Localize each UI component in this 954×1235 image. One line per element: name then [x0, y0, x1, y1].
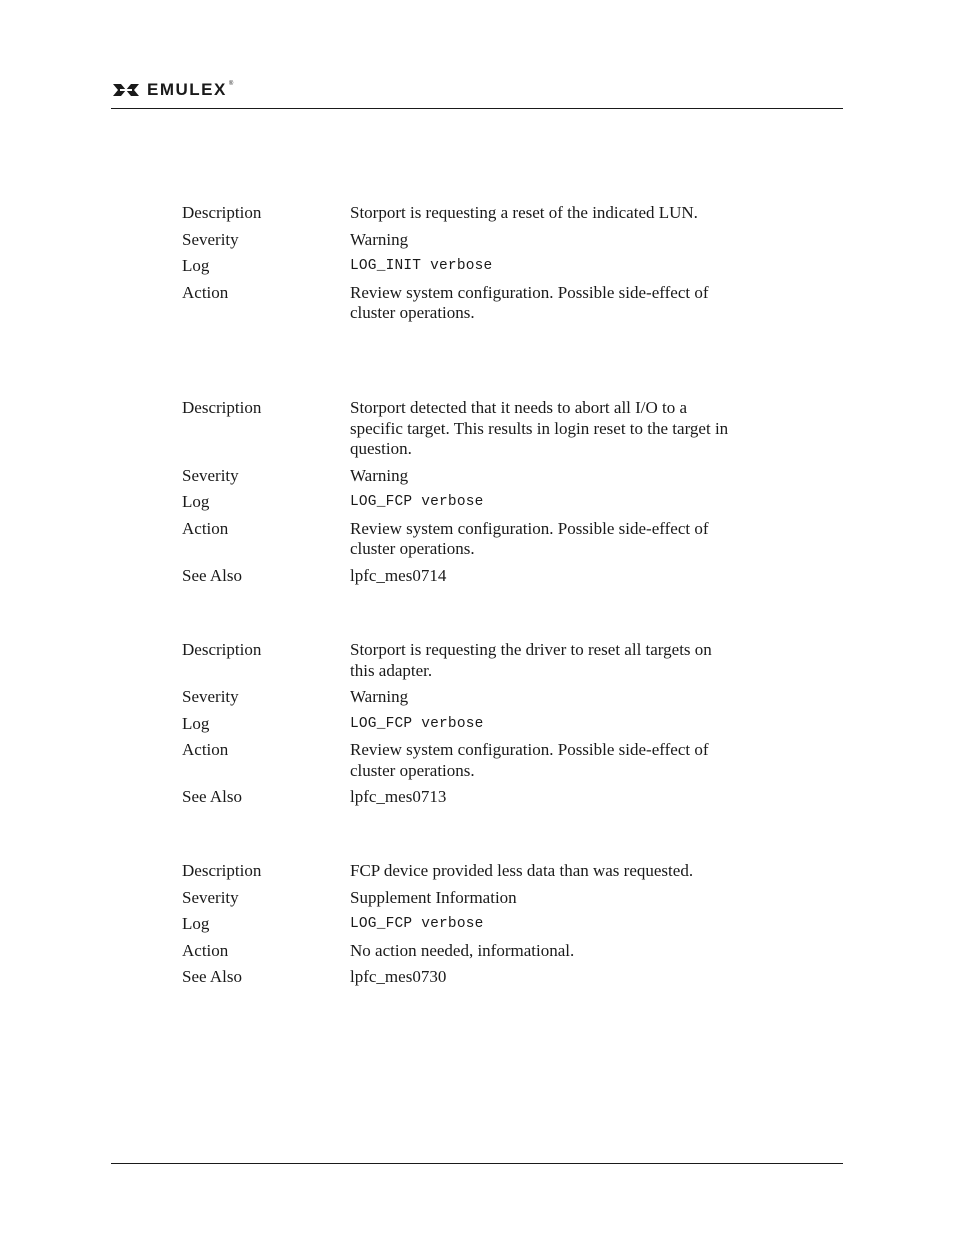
- message-block: [182, 861, 742, 988]
- page-header: [111, 80, 237, 100]
- message-block: [182, 203, 742, 324]
- row-label: See Also: [182, 565, 242, 585]
- row-value: Review system configuration. Possible side-effect of cluster operations.: [350, 518, 709, 558]
- row-label: Log: [182, 713, 210, 733]
- trademark-symbol: ®: [228, 81, 234, 87]
- action-row: [182, 283, 742, 324]
- see-also-row: [182, 967, 742, 988]
- row-label: Log: [182, 492, 210, 511]
- brand-name: EMULEX: [147, 80, 227, 99]
- severity-row: [182, 687, 742, 708]
- log-row: [182, 714, 742, 735]
- row-value: lpfc_mes0713: [350, 787, 447, 806]
- log-row: [182, 256, 742, 277]
- row-label: Description: [182, 861, 262, 880]
- row-label: Action: [182, 740, 229, 759]
- row-label: Description: [182, 640, 262, 659]
- description-row: [182, 203, 742, 224]
- row-value: lpfc_mes0730: [350, 967, 447, 986]
- row-label: Severity: [182, 229, 239, 249]
- row-value: LOG_FCP verbose: [350, 494, 484, 510]
- row-label: Log: [182, 256, 210, 275]
- row-label: Log: [182, 914, 210, 933]
- description-row: [182, 640, 742, 681]
- row-label: Severity: [182, 465, 239, 485]
- row-value: Supplement Information: [350, 887, 517, 907]
- row-value: Storport detected that it needs to abort all I/O to a specific target. This results in login reset to the target in question.: [350, 398, 729, 458]
- severity-row: [182, 230, 742, 251]
- row-value: LOG_INIT verbose: [350, 258, 493, 274]
- row-label: See Also: [182, 787, 242, 806]
- row-value: Storport is requesting a reset of the indicated LUN.: [350, 203, 698, 222]
- row-value: Warning: [350, 465, 409, 485]
- message-block: [182, 640, 742, 808]
- row-label: Description: [182, 398, 262, 417]
- row-label: See Also: [182, 967, 242, 986]
- severity-row: [182, 888, 742, 909]
- row-label: Action: [182, 282, 229, 302]
- row-value: FCP device provided less data than was requested.: [350, 861, 694, 880]
- description-row: [182, 861, 742, 882]
- log-row: [182, 492, 742, 513]
- row-label: Description: [182, 203, 262, 222]
- severity-row: [182, 466, 742, 487]
- row-value: LOG_FCP verbose: [350, 715, 484, 732]
- action-row: [182, 941, 742, 962]
- description-row: [182, 398, 742, 460]
- action-row: [182, 519, 742, 560]
- log-row: [182, 914, 742, 935]
- action-row: [182, 740, 742, 781]
- emulex-logo-icon: [111, 82, 141, 98]
- see-also-row: [182, 566, 742, 587]
- see-also-row: [182, 787, 742, 808]
- row-value: lpfc_mes0714: [350, 565, 447, 585]
- row-value: No action needed, informational.: [350, 940, 575, 960]
- row-value: Warning: [350, 687, 409, 706]
- header-rule: [111, 108, 843, 109]
- row-label: Action: [182, 940, 229, 960]
- row-value: Storport is requesting the driver to reset all targets on this adapter.: [350, 640, 712, 680]
- message-block: [182, 398, 742, 586]
- row-value: Warning: [350, 229, 409, 249]
- row-label: Severity: [182, 687, 239, 706]
- row-value: Review system configuration. Possible side-effect of cluster operations.: [350, 740, 709, 780]
- row-value: Review system configuration. Possible side-effect of cluster operations.: [350, 282, 709, 322]
- footer-rule: [111, 1163, 843, 1164]
- row-label: Action: [182, 518, 229, 538]
- row-label: Severity: [182, 887, 239, 907]
- row-value: LOG_FCP verbose: [350, 916, 484, 932]
